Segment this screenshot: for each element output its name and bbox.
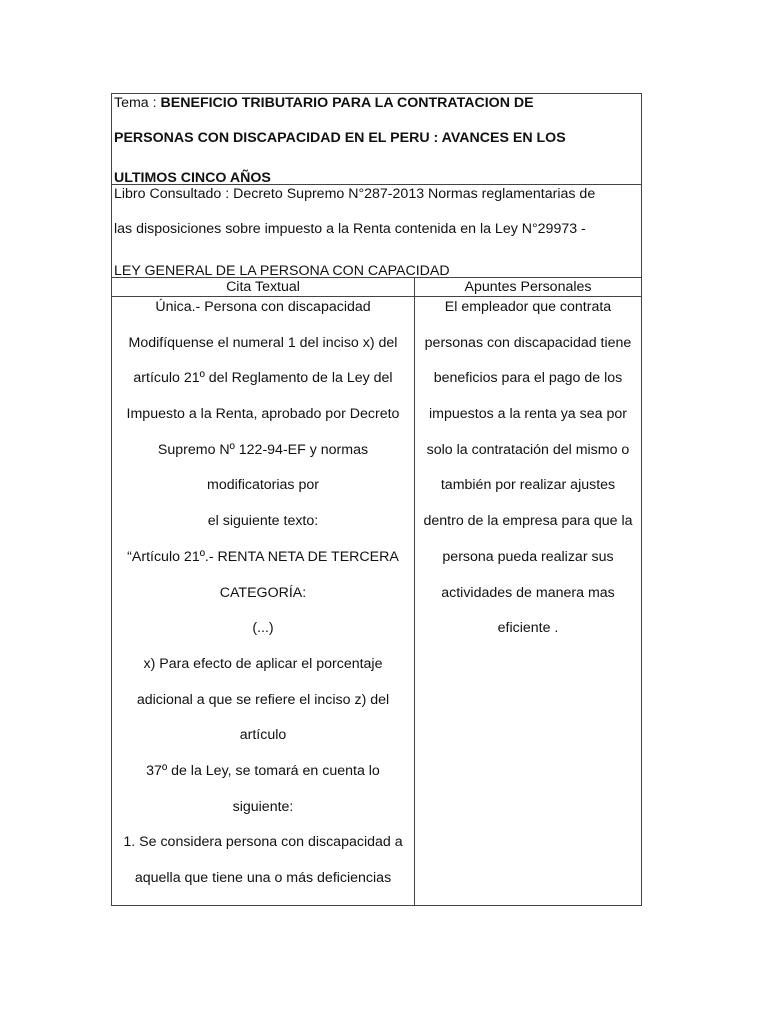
tema-label: Tema : [114,95,161,111]
cita-line: x) Para efecto de aplicar el porcentaje [143,655,383,672]
apuntes-line: impuestos a la renta ya sea por [429,406,627,423]
cita-line: aquella que tiene una o más deficiencias [134,870,392,886]
cita-line: Impuesto a la Renta, aprobado por Decreto [126,406,400,423]
cita-line: (...) [252,620,274,637]
apuntes-line: actividades de manera mas [441,584,615,601]
cita-line: Modifíquense el numeral 1 del inciso x) del [128,334,398,351]
cita-line: Única.- Persona con discapacidad [155,299,371,315]
apuntes-line: también por realizar ajustes [440,477,616,494]
header-cita-textual: Cita Textual [112,278,415,296]
apuntes-personales-cell [415,297,641,905]
cita-line: modificatorias por [207,477,319,494]
apuntes-line: eficiente . [497,620,559,637]
apuntes-line: persona pueda realizar sus [442,548,614,565]
cita-line: siguiente: [232,798,294,815]
apuntes-line: El empleador que contrata [444,299,612,315]
cita-line: adicional a que se refiere el inciso z) del [136,691,390,708]
cita-line: el siguiente texto: [207,513,319,530]
tema-row [112,94,641,185]
libro-line-2: las disposiciones sobre impuesto a la Renta contenida en la Ley N°29973 - [114,221,586,237]
cita-line: Supremo Nº 122-94-EF y normas [157,441,369,458]
notes-table [111,93,642,906]
apuntes-line: solo la contratación del mismo o [426,441,630,458]
cita-line: 1. Se considera persona con discapacidad a [123,834,403,851]
apuntes-line: personas con discapacidad tiene [424,334,632,351]
libro-row [112,185,641,278]
tema-title-line-3: ULTIMOS CINCO AÑOS [114,170,271,186]
column-header-row [112,278,641,297]
apuntes-line: dentro de la empresa para que la [423,513,633,530]
tema-title-line-2: PERSONAS CON DISCAPACIDAD EN EL PERU : AVANCES EN LOS [114,130,566,146]
libro-line-3: LEY GENERAL DE LA PERSONA CON CAPACIDAD [114,263,450,279]
cita-line: “Artículo 21º.- RENTA NETA DE TERCERA [127,548,399,565]
header-apuntes-personales: Apuntes Personales [464,279,592,295]
cita-line: CATEGORÍA: [219,584,307,601]
cita-line: artículo 21º del Reglamento de la Ley del [133,370,393,387]
content-row [112,297,641,905]
apuntes-line: beneficios para el pago de los [433,370,623,387]
cita-line: artículo [239,727,287,744]
libro-line-1: Libro Consultado : Decreto Supremo N°287-2013 Normas reglamentarias de [114,186,596,202]
cita-textual-cell [112,297,415,905]
tema-title-line-1: BENEFICIO TRIBUTARIO PARA LA CONTRATACION DE [160,95,534,111]
cita-line: 37º de la Ley, se tomará en cuenta lo [146,762,380,779]
